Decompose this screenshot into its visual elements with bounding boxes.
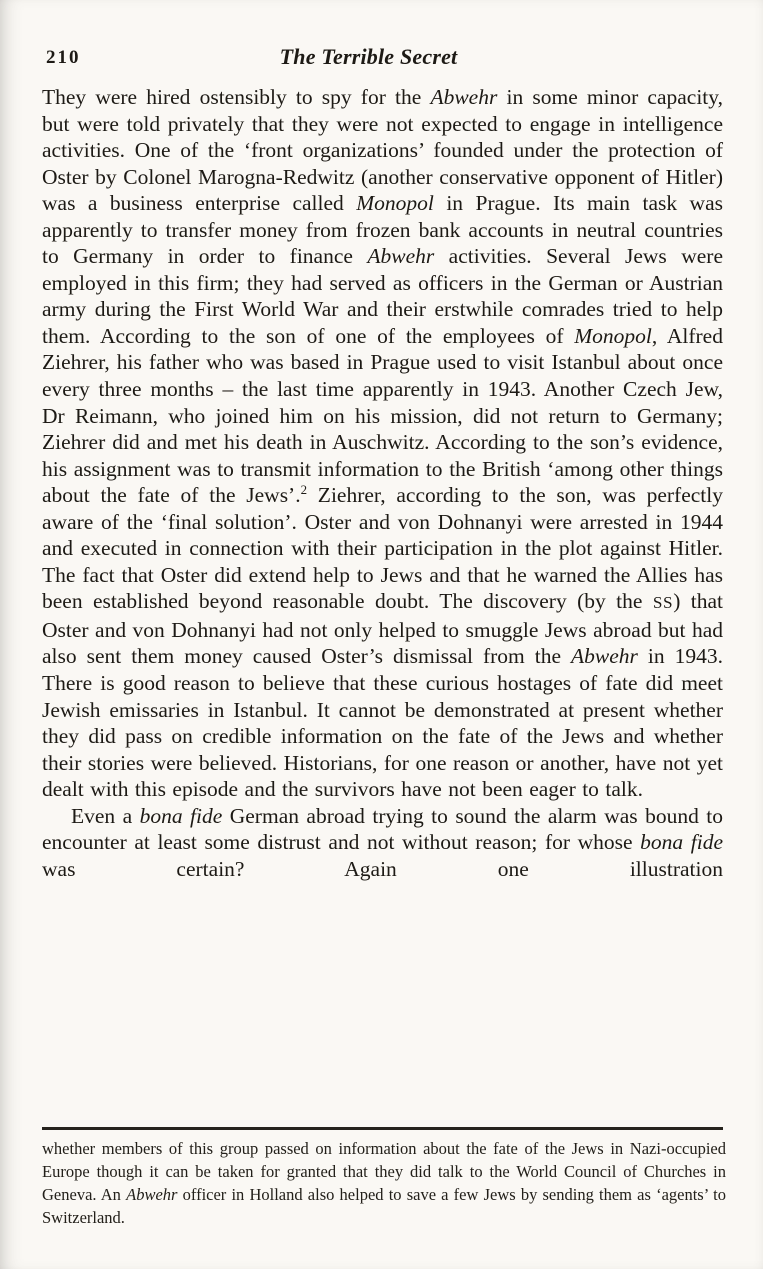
running-title: The Terrible Secret (279, 44, 458, 69)
text-run: officer in Holland also helped to save a few Jews by sending them as ‘agents’ to Switzerland. (42, 1185, 726, 1227)
footnote-divider (42, 1127, 723, 1130)
body-text (42, 84, 723, 882)
text-run: in 1943. There is good reason to believe that these curious hostages of fate did meet Jewish emissaries in Istanbul. It cannot be demonstrated at present whether they did pass on credible information on the fate of the Jews and whether their stories were believed. Historians, for one reason or another, have not yet dealt with this episode and the survivors have not been eager to talk. (42, 644, 724, 802)
text-run: whether members of this group passed on information about the fate of the Jews in Nazi-occupied Europe though it can be taken for granted that they did talk to the World Council of Churches in Geneva. An (42, 1139, 726, 1204)
text-run: in Prague. Its main task was apparently to transfer money from frozen bank accounts in neutral countries to Germany in order to finance (42, 191, 723, 269)
text-run: German abroad trying to sound the alarm was bound to encounter at least some distrust and not without reason; for whose (42, 803, 723, 855)
text-run: in some minor capacity, but were told privately that they were not expected to engage in intelligence activities. One of the ‘front organizations’ founded under the protection of Oster by Colonel Marogna-Redwitz (another conservative opponent of Hitler) was a business enterprise called (42, 85, 723, 216)
text-run: bona fide (640, 830, 723, 855)
footnote-reference: 2 (300, 483, 308, 498)
text-run: bona fide (139, 803, 223, 828)
text-run: Abwehr (571, 644, 638, 669)
text-run: was certain? Again one illustration (42, 856, 723, 881)
text-run: , Alfred Ziehrer, his father who was based in Prague used to visit Istanbul about once every three months – the last time apparently in 1943. Another Czech Jew, Dr Reimann, who joined him on his mission, did not return to Germany; Ziehrer did and met his death in Auschwitz. According to the son’s evidence, his assignment was to transmit information to the British ‘among other things about the fate of the Jews’. (42, 323, 723, 508)
text-run: Abwehr (367, 244, 435, 269)
footnote-paragraph (42, 1137, 726, 1229)
text-run: ) that Oster and von Dohnanyi had not only helped to smuggle Jews abroad but had also sent them money caused Oster’s dismissal from the (42, 589, 723, 669)
text-run: Ziehrer, according to the son, was perfectly aware of the ‘final solution’. Oster and von Dohnanyi were arrested in 1944 and executed in connection with their participation in the plot against Hitler. The fact that Oster did extend help to Jews and that he warned the Allies has been established beyond reasonable doubt. The discovery (by the (42, 483, 724, 614)
text-run: activities. Several Jews were employed in this firm; they had served as officers in the German or Austrian army during the First World War and their erstwhile comrades tried to help them. According to the son of one of the employees of (42, 244, 723, 348)
paragraph-1 (42, 84, 723, 803)
text-run: SS (652, 593, 674, 613)
text-run: Abwehr (430, 85, 498, 109)
text-run: Monopol (356, 191, 434, 216)
text-run: Even a (71, 803, 140, 828)
text-run: They were hired ostensibly to spy for the (42, 85, 431, 109)
page-header (42, 44, 723, 74)
text-run: Abwehr (126, 1185, 178, 1204)
footnote (42, 1137, 726, 1229)
page-number: 210 (46, 47, 81, 68)
paragraph-2 (42, 803, 723, 883)
text-run: Monopol (574, 323, 652, 348)
